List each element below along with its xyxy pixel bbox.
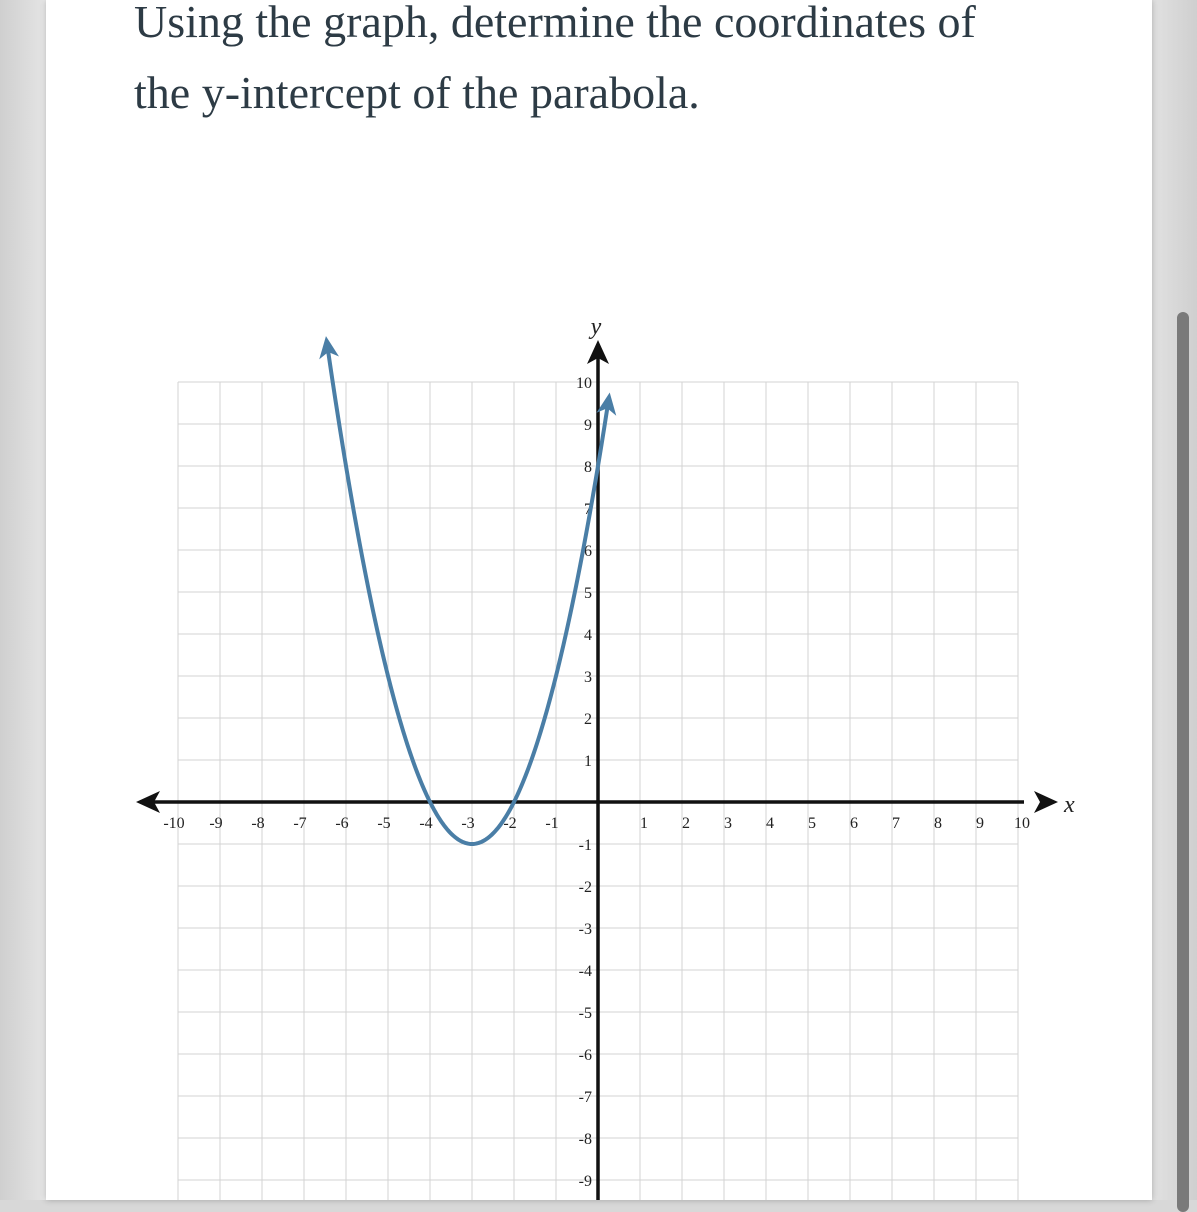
x-tick-label: -1 [545,815,559,832]
x-tick-label: 10 [1014,815,1030,832]
y-tick-label: -2 [578,879,592,896]
y-tick-label: -4 [578,963,592,980]
y-tick-label: -1 [578,837,592,854]
x-tick-label: -3 [461,815,475,832]
x-tick-label: 6 [850,815,858,832]
y-tick-label: -9 [578,1173,592,1190]
y-tick-label: -7 [578,1089,592,1106]
y-tick-label: -6 [578,1047,592,1064]
x-tick-label: 4 [766,815,774,832]
x-tick-label: -10 [163,815,185,832]
x-tick-label: -2 [503,815,517,832]
y-tick-label: 6 [584,543,592,560]
parabola-line [327,344,608,844]
x-tick-label: -4 [419,815,433,832]
x-tick-label: -5 [377,815,391,832]
y-tick-label: 8 [584,459,592,476]
scrollbar[interactable] [1177,312,1189,1212]
x-tick-label: -7 [293,815,307,832]
x-tick-label: 5 [808,815,816,832]
y-axis-label: y [590,314,602,340]
y-tick-label: 7 [584,501,592,518]
y-tick-label: 4 [584,627,592,644]
question-text: Using the graph, determine the coordinates of the y-intercept of the parabola. [134,0,976,118]
parabola-curve-group [319,336,616,844]
y-tick-label: 3 [584,669,592,686]
y-tick-label: 1 [584,753,592,770]
x-tick-label: -9 [209,815,223,832]
y-tick-label: 10 [576,375,592,392]
x-tick-label: 3 [724,815,732,832]
y-tick-label: 2 [584,711,592,728]
x-tick-label: 8 [934,815,942,832]
x-tick-label: 1 [640,815,648,832]
x-tick-label: 7 [892,815,900,832]
y-tick-label: 9 [584,417,592,434]
x-tick-label: -6 [335,815,349,832]
x-tick-label: 2 [682,815,690,832]
y-tick-label: -8 [578,1131,592,1148]
y-tick-labels [576,375,592,1190]
y-tick-label: 5 [584,585,592,602]
y-tick-label: -5 [578,1005,592,1022]
x-tick-label: -8 [251,815,265,832]
x-axis-label: x [1064,792,1075,818]
x-axis-right-arrow [1034,791,1058,813]
x-tick-label: 9 [976,815,984,832]
y-tick-label: -3 [578,921,592,938]
